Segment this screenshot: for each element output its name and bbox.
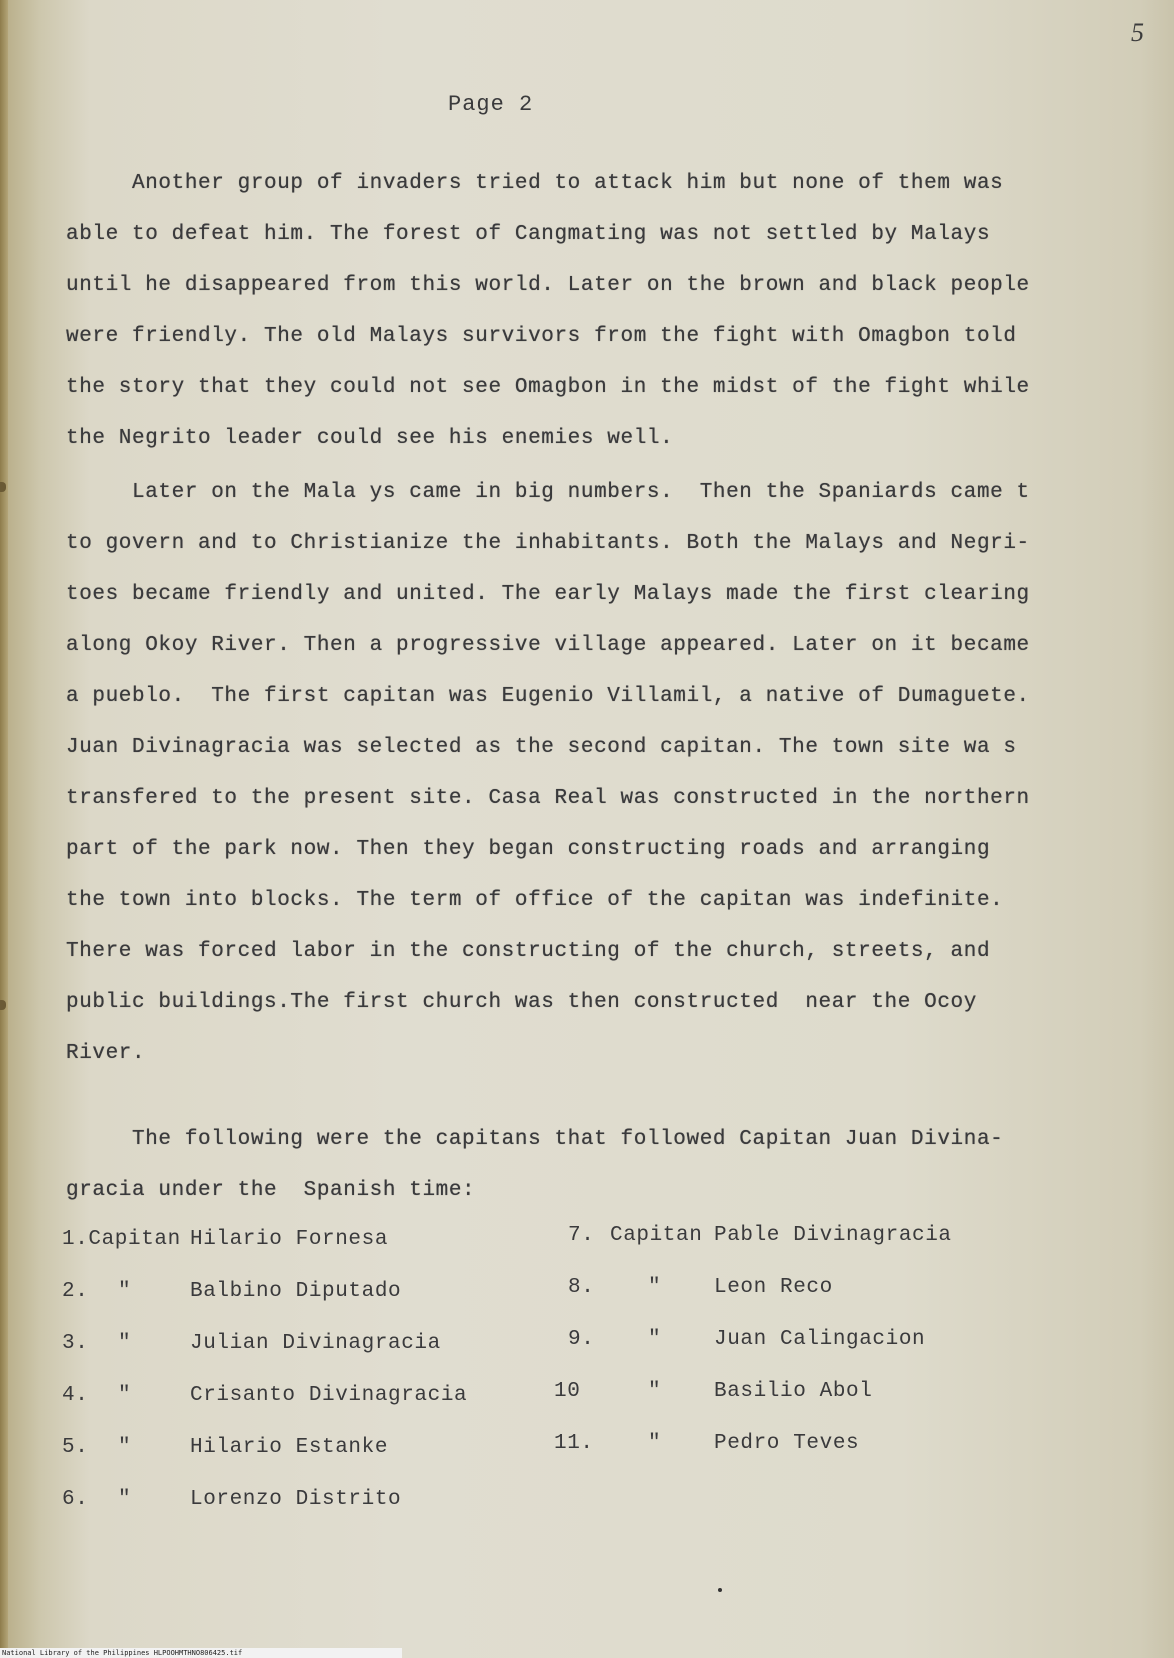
capitan-number: 4. — [62, 1384, 89, 1407]
text-line: to govern and to Christianize the inhabitants. Both the Malays and Negri- — [66, 532, 1030, 555]
capitan-name: Balbino Diputado — [190, 1280, 402, 1303]
text-line: a pueblo. The first capitan was Eugenio Villamil, a native of Dumaguete. — [66, 685, 1030, 708]
capitan-name: Basilio Abol — [714, 1380, 873, 1403]
page-edge-binding — [0, 0, 8, 1658]
ditto-mark: " — [118, 1488, 132, 1511]
ditto-mark: " — [648, 1276, 662, 1299]
ditto-mark: " — [118, 1280, 132, 1303]
capitans-list-right — [554, 1224, 1074, 1484]
text-line: Another group of invaders tried to attack him but none of them was — [66, 172, 1004, 195]
ditto-mark: " — [648, 1380, 662, 1403]
capitan-name: Crisanto Divinagracia — [190, 1384, 468, 1407]
text-line: were friendly. The old Malays survivors from the fight with Omagbon told — [66, 325, 1017, 348]
text-line: transfered to the present site. Casa Real was constructed in the northern — [66, 787, 1030, 810]
text-line: part of the park now. Then they began constructing roads and arranging — [66, 838, 991, 861]
capitan-name: Julian Divinagracia — [190, 1332, 441, 1355]
text-line: Later on the Mala ys came in big numbers. Then the Spaniards came t — [66, 481, 1030, 504]
list-item — [554, 1380, 1074, 1410]
capitan-number: 1.Capitan — [62, 1228, 181, 1251]
list-item — [554, 1224, 1074, 1254]
text-line: There was forced labor in the constructing of the church, streets, and — [66, 940, 991, 963]
ditto-mark: " — [118, 1384, 132, 1407]
ditto-mark: " — [648, 1432, 662, 1455]
capitan-number: 10 — [554, 1380, 581, 1403]
capitan-name: Pedro Teves — [714, 1432, 860, 1455]
text-line: Juan Divinagracia was selected as the second capitan. The town site wa s — [66, 736, 1017, 759]
list-item — [62, 1384, 542, 1414]
list-item — [554, 1328, 1074, 1358]
paragraph-1 — [66, 158, 1046, 464]
capitan-number: 3. — [62, 1332, 89, 1355]
text-line: the Negrito leader could see his enemies well. — [66, 427, 674, 450]
capitans-list-left — [62, 1228, 542, 1548]
binding-mark — [0, 482, 6, 492]
capitan-title: Capitan — [610, 1224, 703, 1247]
capitan-name: Lorenzo Distrito — [190, 1488, 402, 1511]
list-item — [62, 1436, 542, 1466]
ditto-mark: " — [648, 1328, 662, 1351]
page-heading: Page 2 — [448, 92, 534, 117]
capitan-name: Juan Calingacion — [714, 1328, 926, 1351]
ditto-mark: " — [118, 1332, 132, 1355]
capitan-name: Hilario Estanke — [190, 1436, 389, 1459]
text-line: gracia under the Spanish time: — [66, 1179, 476, 1202]
list-item — [62, 1280, 542, 1310]
capitan-number: 11. — [554, 1432, 594, 1455]
capitan-number: 8. — [568, 1276, 595, 1299]
list-item — [554, 1276, 1074, 1306]
text-line: toes became friendly and united. The early Malays made the first clearing — [66, 583, 1030, 606]
scan-credit-footer: National Library of the Philippines HLPOOHMTHNO806425.tif — [0, 1648, 402, 1658]
text-line: The following were the capitans that followed Capitan Juan Divina- — [66, 1128, 1004, 1151]
capitan-name: Pable Divinagracia — [714, 1224, 952, 1247]
paragraph-2 — [66, 467, 1046, 1079]
capitan-number: 9. — [568, 1328, 595, 1351]
capitan-name: Leon Reco — [714, 1276, 833, 1299]
binding-mark — [0, 1000, 6, 1010]
paragraph-3 — [66, 1114, 1046, 1216]
capitan-number: 5. — [62, 1436, 89, 1459]
list-item — [62, 1332, 542, 1362]
capitan-number: 6. — [62, 1488, 89, 1511]
text-line: along Okoy River. Then a progressive village appeared. Later on it became — [66, 634, 1030, 657]
text-line: the story that they could not see Omagbon in the midst of the fight while — [66, 376, 1030, 399]
capitan-number: 7. — [568, 1224, 595, 1247]
list-item — [62, 1488, 542, 1518]
ditto-mark: " — [118, 1436, 132, 1459]
text-line: public buildings.The first church was then constructed near the Ocoy — [66, 991, 977, 1014]
text-line: until he disappeared from this world. Later on the brown and black people — [66, 274, 1030, 297]
text-line: the town into blocks. The term of office of the capitan was indefinite. — [66, 889, 1004, 912]
ink-speck — [718, 1588, 722, 1592]
list-item — [62, 1228, 542, 1258]
text-line: River. — [66, 1042, 146, 1065]
text-line: able to defeat him. The forest of Cangmating was not settled by Malays — [66, 223, 991, 246]
capitan-name: Hilario Fornesa — [190, 1228, 389, 1251]
capitan-number: 2. — [62, 1280, 89, 1303]
handwritten-page-number: 5 — [1131, 18, 1144, 47]
list-item — [554, 1432, 1074, 1462]
